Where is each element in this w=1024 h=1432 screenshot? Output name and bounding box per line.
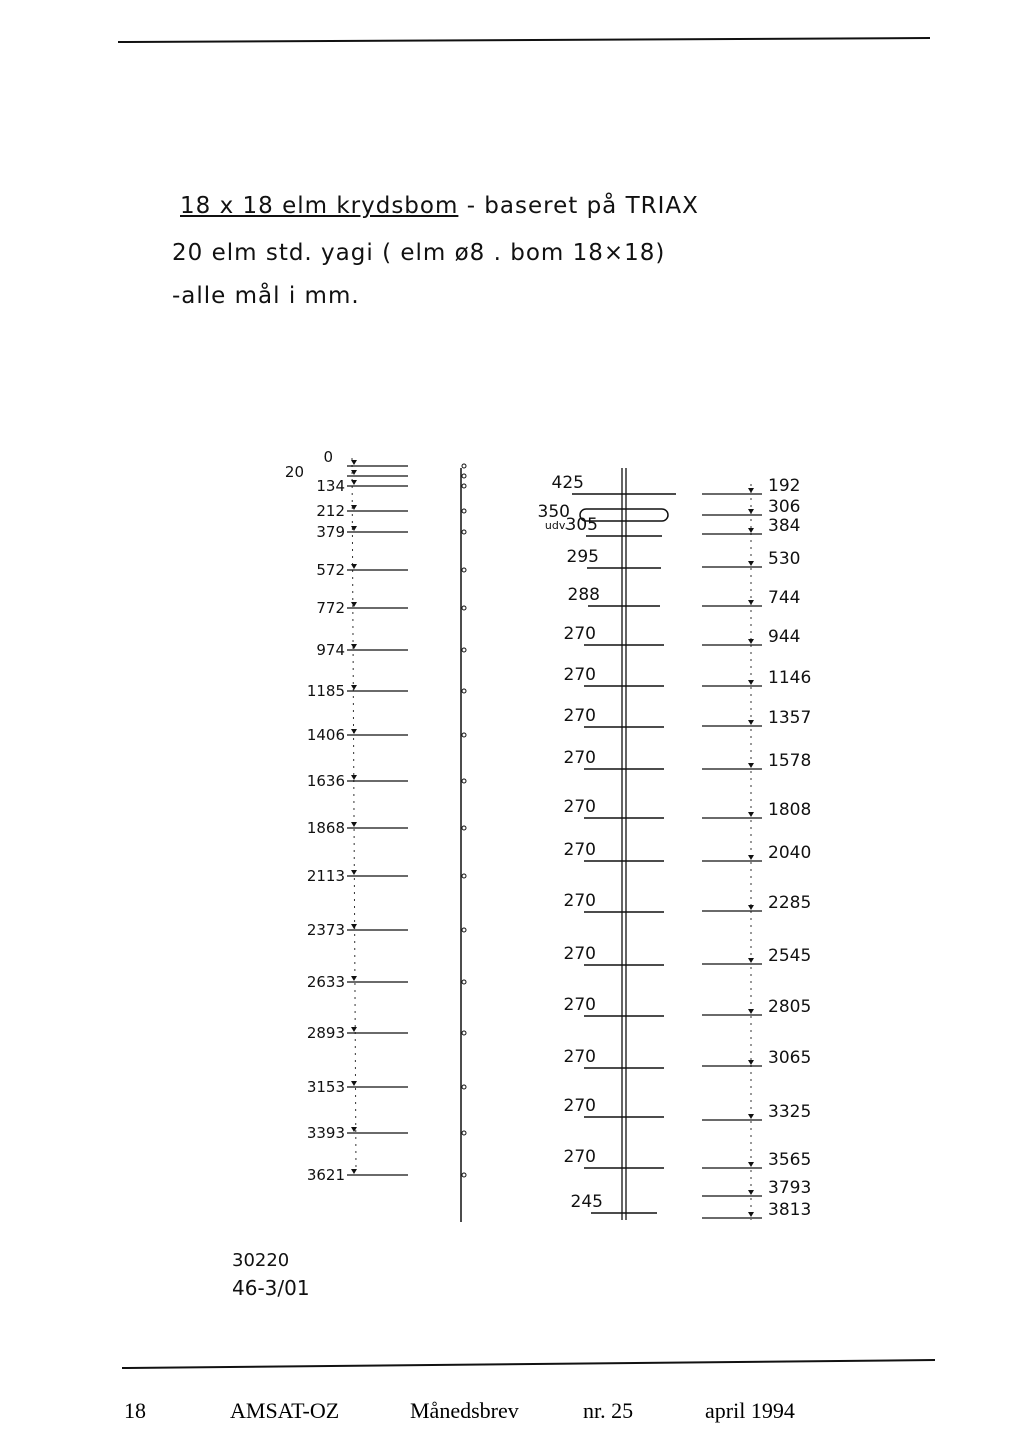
left-arrow-mark (351, 644, 357, 649)
side-view-marks (462, 464, 466, 1177)
center-length-label: 350 (537, 502, 570, 522)
right-position-label: 1357 (768, 708, 812, 728)
left-element-positions (285, 448, 408, 1184)
center-length-label: 295 (566, 547, 599, 567)
right-position-label: 1578 (768, 751, 812, 771)
title-underlined-text: 18 x 18 elm krydsbom (180, 193, 459, 219)
right-arrow-mark (748, 1190, 754, 1195)
right-arrow-mark (748, 958, 754, 963)
left-position-label: 1406 (306, 726, 345, 744)
left-position-label: 1185 (306, 682, 345, 700)
center-length-label: 270 (563, 748, 596, 768)
left-position-label: 1868 (306, 819, 345, 837)
center-length-label: 270 (563, 797, 596, 817)
left-position-label: 3153 (306, 1078, 345, 1096)
center-length-label: 270 (563, 706, 596, 726)
left-arrow-mark (351, 775, 357, 780)
top-rule (118, 38, 930, 42)
side-element-marker (462, 733, 466, 737)
right-element-positions (702, 476, 811, 1220)
center-length-label: 288 (567, 585, 600, 605)
side-element-marker (462, 1085, 466, 1089)
footer-page-number: 18 (124, 1398, 146, 1423)
right-arrow-mark (748, 600, 754, 605)
left-arrow-mark (351, 460, 357, 465)
left-position-label: 572 (316, 561, 345, 579)
footer-publication: AMSAT-OZ (230, 1398, 340, 1423)
side-element-marker (462, 874, 466, 878)
left-arrow-mark (351, 1169, 357, 1174)
side-element-marker (462, 1173, 466, 1177)
right-arrow-mark (748, 1212, 754, 1217)
right-position-label: 3325 (768, 1102, 812, 1122)
left-position-label: 379 (316, 523, 345, 541)
side-element-marker (462, 779, 466, 783)
center-length-label: 270 (563, 624, 596, 644)
right-arrow-mark (748, 855, 754, 860)
side-element-marker (462, 474, 466, 478)
right-arrow-mark (748, 1060, 754, 1065)
right-arrow-mark (748, 528, 754, 533)
right-position-label: 3793 (768, 1178, 812, 1198)
center-length-label: 270 (563, 665, 596, 685)
center-length-label: 270 (563, 995, 596, 1015)
right-position-label: 2545 (768, 946, 812, 966)
left-position-label: 2893 (306, 1024, 345, 1042)
right-arrow-mark (748, 509, 754, 514)
footer-date: april 1994 (705, 1398, 795, 1423)
center-length-label: 270 (563, 1096, 596, 1116)
side-element-marker (462, 1131, 466, 1135)
side-element-marker (462, 980, 466, 984)
center-length-label: 305 (565, 515, 598, 535)
side-element-marker (462, 606, 466, 610)
title-line-2: 20 elm std. yagi ( elm ø8 . bom 18×18) (172, 240, 666, 266)
footer-issue: nr. 25 (583, 1398, 634, 1423)
right-position-label: 3065 (768, 1048, 812, 1068)
right-arrow-mark (748, 1009, 754, 1014)
right-arrow-mark (748, 1114, 754, 1119)
left-position-label: 2373 (306, 921, 345, 939)
right-arrow-mark (748, 1162, 754, 1167)
right-position-label: 384 (768, 516, 801, 536)
bottom-rule (122, 1360, 935, 1368)
left-position-label: 1636 (306, 772, 345, 790)
left-arrow-mark (351, 729, 357, 734)
side-element-marker (462, 568, 466, 572)
right-position-label: 530 (768, 549, 801, 569)
left-position-label: 20 (284, 463, 304, 481)
right-arrow-mark (748, 763, 754, 768)
center-length-label: 270 (563, 944, 596, 964)
right-arrow-mark (748, 680, 754, 685)
left-arrow-mark (351, 870, 357, 875)
center-length-label: 425 (551, 473, 584, 493)
left-position-label: 3621 (306, 1166, 345, 1184)
right-arrow-mark (748, 639, 754, 644)
footer-section: Månedsbrev (410, 1398, 519, 1423)
left-position-label: 212 (316, 502, 345, 520)
right-position-label: 1146 (768, 668, 812, 688)
left-arrow-mark (351, 1027, 357, 1032)
side-element-marker (462, 464, 466, 468)
side-element-marker (462, 689, 466, 693)
center-element-lengths (538, 473, 676, 1213)
right-position-label: 192 (768, 476, 801, 496)
title-line-3: -alle mål i mm. (172, 283, 360, 309)
center-length-label: 245 (570, 1192, 603, 1212)
left-arrow-mark (351, 602, 357, 607)
left-arrow-mark (351, 924, 357, 929)
center-length-label: 270 (563, 1147, 596, 1167)
left-arrow-mark (351, 1081, 357, 1086)
side-element-marker (462, 530, 466, 534)
left-arrow-mark (351, 564, 357, 569)
left-position-label: 0 (323, 448, 333, 466)
left-arrow-mark (351, 822, 357, 827)
right-arrow-mark (748, 488, 754, 493)
side-element-marker (462, 484, 466, 488)
note-line-1: 30220 (232, 1250, 290, 1271)
right-position-label: 944 (768, 627, 801, 647)
left-position-label: 974 (316, 641, 345, 659)
right-position-label: 3565 (768, 1150, 812, 1170)
left-arrow-mark (351, 480, 357, 485)
right-arrow-mark (748, 812, 754, 817)
right-position-label: 2805 (768, 997, 812, 1017)
right-position-label: 2040 (768, 843, 812, 863)
right-arrow-mark (748, 720, 754, 725)
left-arrow-mark (351, 685, 357, 690)
left-position-label: 134 (316, 477, 345, 495)
side-element-marker (462, 826, 466, 830)
right-position-label: 306 (768, 497, 801, 517)
driven-element-sublabel: udv. (544, 519, 568, 532)
title-rest-text: - baseret på TRIAX (458, 193, 699, 219)
right-arrow-mark (748, 561, 754, 566)
right-position-label: 3813 (768, 1200, 812, 1220)
left-position-label: 772 (316, 599, 345, 617)
side-element-marker (462, 648, 466, 652)
left-arrow-mark (351, 976, 357, 981)
note-line-2: 46-3/01 (232, 1276, 310, 1300)
right-position-label: 744 (768, 588, 801, 608)
left-position-label: 2633 (306, 973, 345, 991)
right-position-label: 2285 (768, 893, 812, 913)
side-element-marker (462, 928, 466, 932)
center-length-label: 270 (563, 891, 596, 911)
right-arrow-mark (748, 905, 754, 910)
center-length-label: 270 (563, 1047, 596, 1067)
right-position-label: 1808 (768, 800, 812, 820)
left-position-label: 3393 (306, 1124, 345, 1142)
left-position-label: 2113 (306, 867, 345, 885)
side-element-marker (462, 509, 466, 513)
center-length-label: 270 (563, 840, 596, 860)
side-element-marker (462, 1031, 466, 1035)
